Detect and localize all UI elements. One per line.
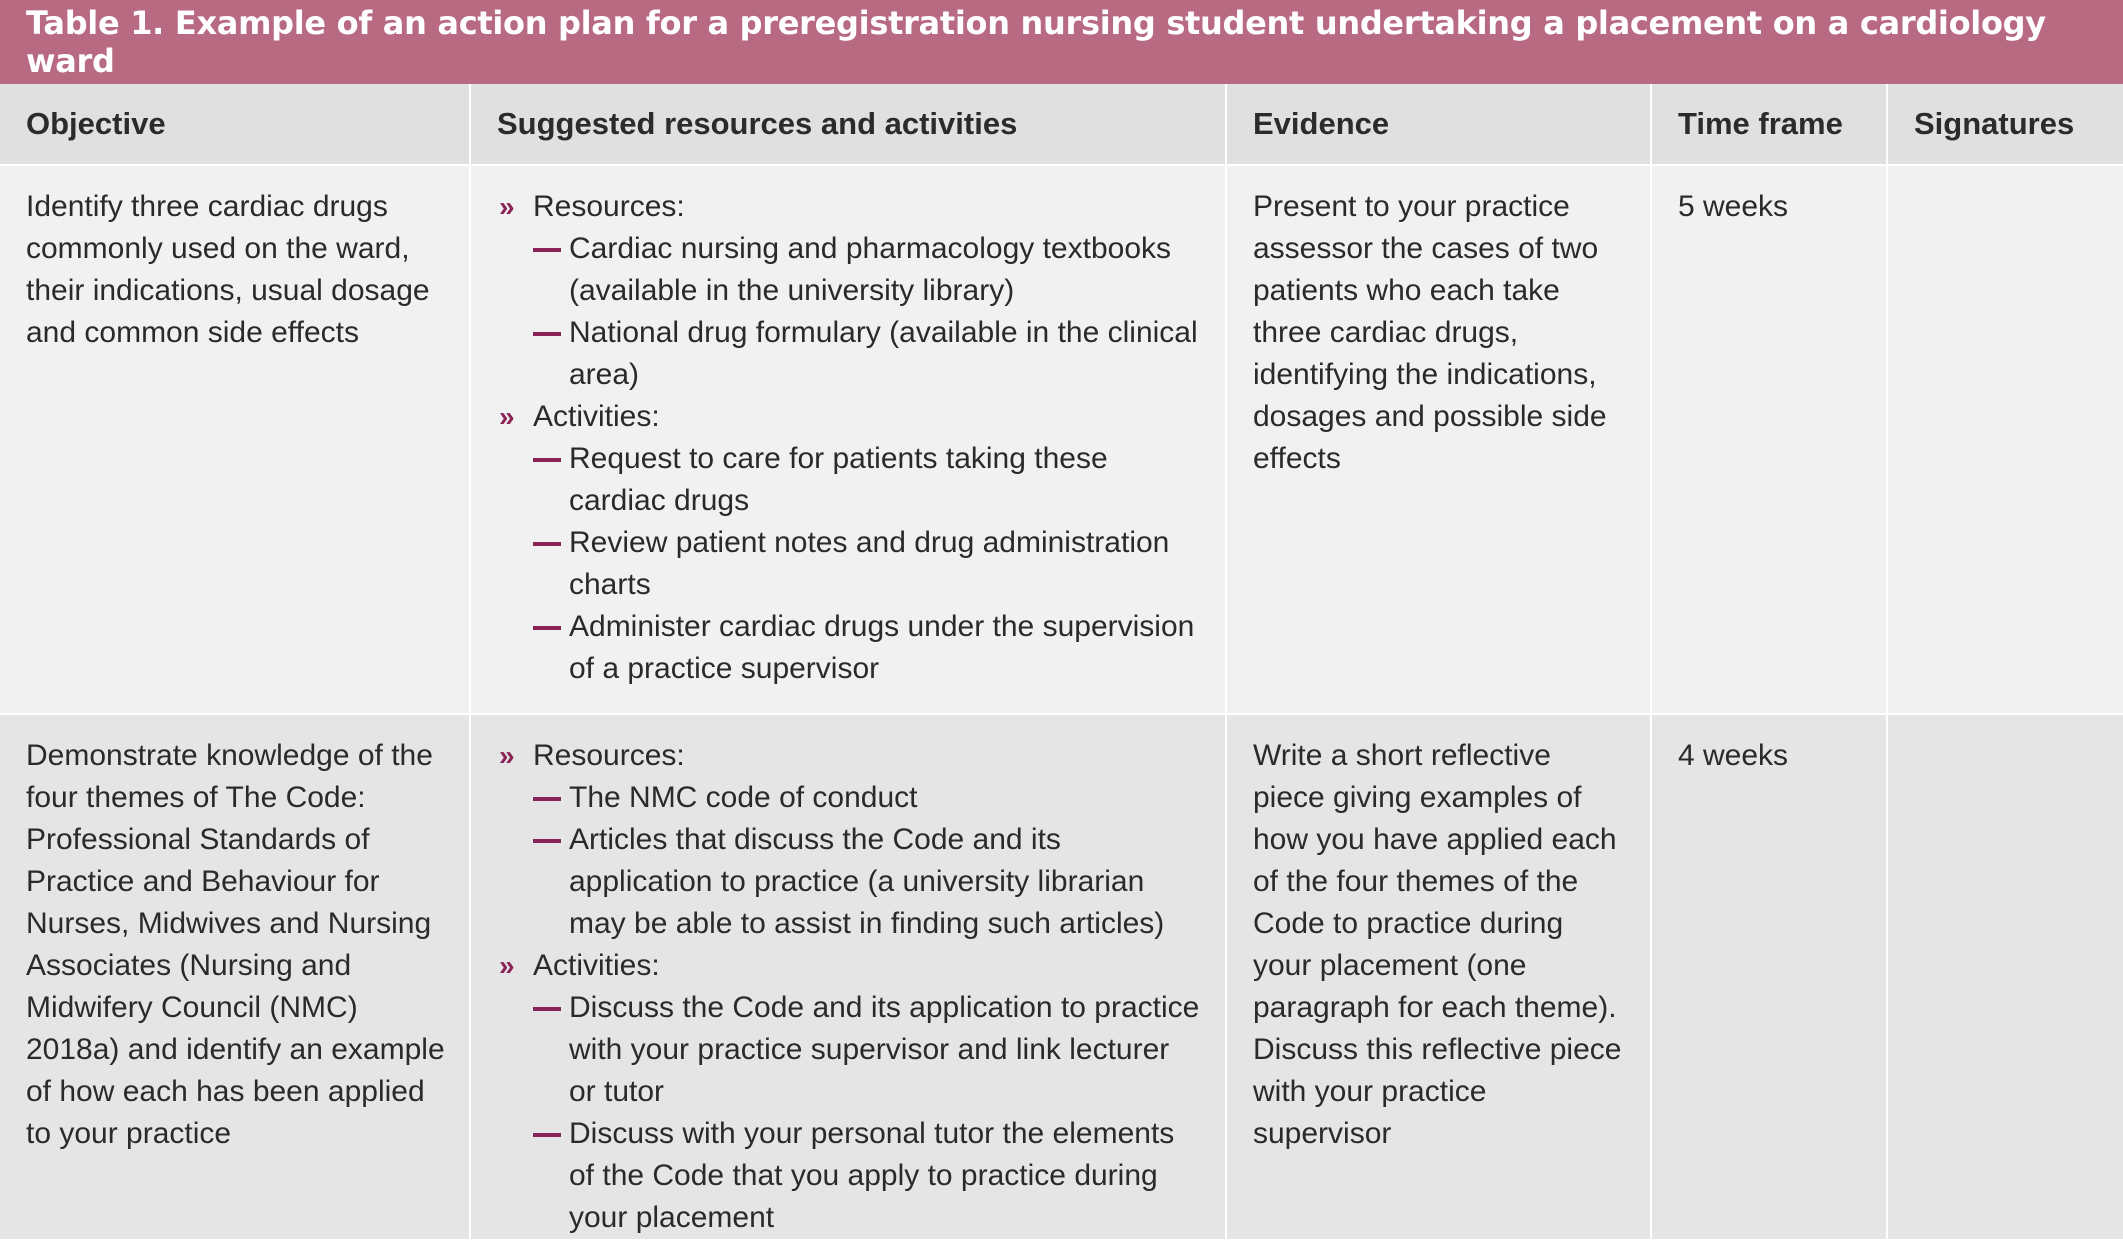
item-text: National drug formulary (available in the clinical area) xyxy=(569,316,1198,391)
time-frame-cell: 4 weeks xyxy=(1651,714,1887,1240)
dash-bullet-icon xyxy=(533,1007,561,1011)
group-label: Activities: xyxy=(533,949,660,982)
table-header xyxy=(0,84,2123,165)
objective-cell: Demonstrate knowledge of the four themes of The Code: Professional Standards of Practice and Behaviour for Nurses, Midwives and Nursing Associates (Nursing and Midwifery Council (NMC) 2018a) and identify an example of how each has been applied to your practice xyxy=(0,714,470,1240)
resources-group xyxy=(497,735,1203,945)
header-row xyxy=(0,84,2123,165)
table-row xyxy=(0,165,2123,714)
item-text: Cardiac nursing and pharmacology textbooks (available in the university library) xyxy=(569,232,1172,307)
chevron-bullet-icon: » xyxy=(499,191,515,222)
item-text: The NMC code of conduct xyxy=(569,781,918,814)
dash-bullet-icon xyxy=(533,839,561,843)
evidence-cell: Present to your practice assessor the cases of two patients who each take three cardiac drugs, identifying the indications, dosages and possible side effects xyxy=(1226,165,1651,714)
resource-items xyxy=(533,228,1203,396)
dash-bullet-icon xyxy=(533,542,561,546)
activity-items xyxy=(533,987,1203,1239)
group-label: Resources: xyxy=(533,739,685,772)
chevron-bullet-icon: » xyxy=(499,950,515,981)
item-text: Administer cardiac drugs under the supervision of a practice supervisor xyxy=(569,610,1195,685)
header-signatures: Signatures xyxy=(1887,84,2123,165)
signatures-cell[interactable] xyxy=(1887,714,2123,1240)
item-text: Review patient notes and drug administration charts xyxy=(569,526,1170,601)
chevron-bullet-icon: » xyxy=(499,401,515,432)
objective-cell: Identify three cardiac drugs commonly used on the ward, their indications, usual dosage and common side effects xyxy=(0,165,470,714)
list-item xyxy=(533,228,1203,312)
resource-groups xyxy=(497,735,1203,1239)
list-item xyxy=(533,522,1203,606)
table-row xyxy=(0,714,2123,1240)
header-time-frame: Time frame xyxy=(1651,84,1887,165)
header-objective: Objective xyxy=(0,84,470,165)
table-title: Table 1. Example of an action plan for a preregistration nursing student undertaking a placement on a cardiology ward xyxy=(0,0,2123,84)
list-item xyxy=(533,312,1203,396)
time-frame-cell: 5 weeks xyxy=(1651,165,1887,714)
item-text: Articles that discuss the Code and its application to practice (a university librarian may be able to assist in finding such articles) xyxy=(569,823,1165,940)
signatures-cell[interactable] xyxy=(1887,165,2123,714)
evidence-cell: Write a short reflective piece giving examples of how you have applied each of the four themes of the Code to practice during your placement (one paragraph for each theme). Discuss this reflective piece with your practice supervisor xyxy=(1226,714,1651,1240)
group-label: Activities: xyxy=(533,400,660,433)
resources-group xyxy=(497,186,1203,396)
resource-groups xyxy=(497,186,1203,690)
activities-group xyxy=(497,945,1203,1239)
action-plan-table xyxy=(0,84,2123,1241)
list-item xyxy=(533,987,1203,1113)
item-text: Request to care for patients taking these cardiac drugs xyxy=(569,442,1108,517)
group-label: Resources: xyxy=(533,190,685,223)
activities-group xyxy=(497,396,1203,690)
header-evidence: Evidence xyxy=(1226,84,1651,165)
dash-bullet-icon xyxy=(533,248,561,252)
resources-cell xyxy=(470,714,1226,1240)
dash-bullet-icon xyxy=(533,458,561,462)
item-text: Discuss the Code and its application to practice with your practice supervisor and link lecturer or tutor xyxy=(569,991,1200,1108)
dash-bullet-icon xyxy=(533,332,561,336)
chevron-bullet-icon: » xyxy=(499,740,515,771)
dash-bullet-icon xyxy=(533,1133,561,1137)
list-item xyxy=(533,438,1203,522)
dash-bullet-icon xyxy=(533,797,561,801)
resource-items xyxy=(533,777,1203,945)
resources-cell xyxy=(470,165,1226,714)
list-item xyxy=(533,606,1203,690)
list-item xyxy=(533,777,1203,819)
item-text: Discuss with your personal tutor the elements of the Code that you apply to practice during your placement xyxy=(569,1117,1175,1234)
activity-items xyxy=(533,438,1203,690)
header-resources: Suggested resources and activities xyxy=(470,84,1226,165)
list-item xyxy=(533,819,1203,945)
dash-bullet-icon xyxy=(533,626,561,630)
list-item xyxy=(533,1113,1203,1239)
